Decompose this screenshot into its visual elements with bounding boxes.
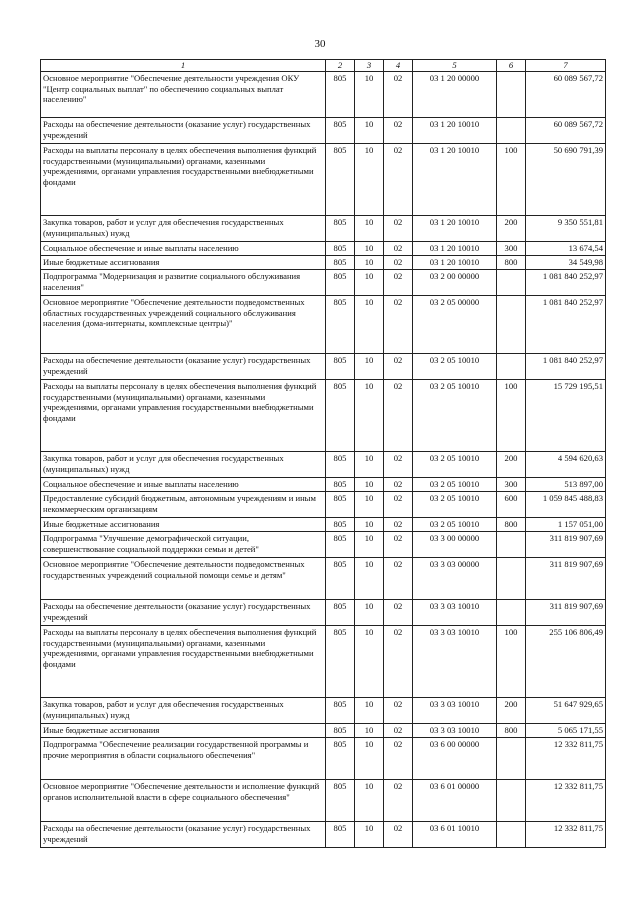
amount: 60 089 567,72: [526, 72, 606, 118]
item-name: Расходы на выплаты персоналу в целях обеспечения выполнения функций государственными (муниципальными) органами, казенными учреждениями, органами управления государственными внебюджетными фондами: [41, 380, 326, 452]
page-number: 30: [314, 38, 326, 50]
section-code: 10: [355, 558, 384, 600]
amount: 12 332 811,75: [526, 822, 606, 848]
section-code: 10: [355, 518, 384, 532]
amount: 50 690 791,39: [526, 144, 606, 216]
subsection-code: 02: [384, 822, 413, 848]
item-name: Расходы на обеспечение деятельности (оказание услуг) государственных учреждений: [41, 354, 326, 380]
ministry-code: 805: [326, 532, 355, 558]
item-name: Основное мероприятие "Обеспечение деятельности и исполнение функций органов исполнительной власти в сфере социального обеспечения": [41, 780, 326, 822]
item-name: Подпрограмма "Улучшение демографической ситуации, совершенствование социальной поддержки семьи и детей": [41, 532, 326, 558]
target-article-code: 03 1 20 10010: [413, 216, 497, 242]
item-name: Основное мероприятие "Обеспечение деятельности подведомственных государственных учреждений социальной помощи семье и детям": [41, 558, 326, 600]
table-row: [41, 780, 606, 822]
column-header: 2: [326, 60, 355, 72]
expense-type-code: 100: [497, 380, 526, 452]
section-code: 10: [355, 532, 384, 558]
subsection-code: 02: [384, 532, 413, 558]
item-name: Социальное обеспечение и иные выплаты населению: [41, 478, 326, 492]
table-row: [41, 478, 606, 492]
expense-type-code: 800: [497, 256, 526, 270]
ministry-code: 805: [326, 216, 355, 242]
subsection-code: 02: [384, 724, 413, 738]
expense-type-code: 100: [497, 626, 526, 698]
target-article-code: 03 3 03 00000: [413, 558, 497, 600]
amount: 1 081 840 252,97: [526, 296, 606, 354]
amount: 15 729 195,51: [526, 380, 606, 452]
subsection-code: 02: [384, 452, 413, 478]
expense-type-code: 200: [497, 216, 526, 242]
ministry-code: 805: [326, 452, 355, 478]
ministry-code: 805: [326, 626, 355, 698]
item-name: Закупка товаров, работ и услуг для обеспечения государственных (муниципальных) нужд: [41, 452, 326, 478]
table-row: [41, 518, 606, 532]
subsection-code: 02: [384, 698, 413, 724]
ministry-code: 805: [326, 296, 355, 354]
column-header: 1: [41, 60, 326, 72]
table-row: [41, 532, 606, 558]
section-code: 10: [355, 242, 384, 256]
table-row: [41, 354, 606, 380]
subsection-code: 02: [384, 216, 413, 242]
item-name: Предоставление субсидий бюджетным, автономным учреждениям и иным некоммерческим организациям: [41, 492, 326, 518]
expense-type-code: 300: [497, 242, 526, 256]
amount: 311 819 907,69: [526, 600, 606, 626]
item-name: Основное мероприятие "Обеспечение деятельности подведомственных областных государственных учреждений социального обслуживания населения (дома-интернаты, комплексные центры)": [41, 296, 326, 354]
table-row: [41, 600, 606, 626]
subsection-code: 02: [384, 380, 413, 452]
table-row: [41, 738, 606, 780]
expense-type-code: 800: [497, 518, 526, 532]
amount: 4 594 620,63: [526, 452, 606, 478]
target-article-code: 03 6 01 10010: [413, 822, 497, 848]
target-article-code: 03 2 05 10010: [413, 518, 497, 532]
ministry-code: 805: [326, 354, 355, 380]
subsection-code: 02: [384, 626, 413, 698]
expense-type-code: [497, 296, 526, 354]
item-name: Подпрограмма "Обеспечение реализации государственной программы и прочие мероприятия в области социального обеспечения": [41, 738, 326, 780]
subsection-code: 02: [384, 270, 413, 296]
expense-type-code: [497, 72, 526, 118]
item-name: Расходы на обеспечение деятельности (оказание услуг) государственных учреждений: [41, 822, 326, 848]
ministry-code: 805: [326, 270, 355, 296]
ministry-code: 805: [326, 72, 355, 118]
subsection-code: 02: [384, 72, 413, 118]
table-row: [41, 270, 606, 296]
ministry-code: 805: [326, 256, 355, 270]
table-row: [41, 558, 606, 600]
amount: 311 819 907,69: [526, 532, 606, 558]
section-code: 10: [355, 698, 384, 724]
table-row: [41, 256, 606, 270]
ministry-code: 805: [326, 600, 355, 626]
target-article-code: 03 2 05 10010: [413, 492, 497, 518]
section-code: 10: [355, 216, 384, 242]
amount: 255 106 806,49: [526, 626, 606, 698]
item-name: Расходы на выплаты персоналу в целях обеспечения выполнения функций государственными (муниципальными) органами, казенными учреждениями, органами управления государственными внебюджетными фондами: [41, 626, 326, 698]
amount: 1 081 840 252,97: [526, 354, 606, 380]
subsection-code: 02: [384, 492, 413, 518]
target-article-code: 03 1 20 10010: [413, 256, 497, 270]
amount: 1 081 840 252,97: [526, 270, 606, 296]
item-name: Иные бюджетные ассигнования: [41, 724, 326, 738]
target-article-code: 03 3 03 10010: [413, 626, 497, 698]
target-article-code: 03 3 03 10010: [413, 698, 497, 724]
column-header: 7: [526, 60, 606, 72]
expense-type-code: 100: [497, 144, 526, 216]
expense-type-code: [497, 600, 526, 626]
target-article-code: 03 1 20 10010: [413, 118, 497, 144]
expense-type-code: 300: [497, 478, 526, 492]
target-article-code: 03 3 03 10010: [413, 600, 497, 626]
header-row: [41, 60, 606, 72]
target-article-code: 03 6 00 00000: [413, 738, 497, 780]
target-article-code: 03 2 05 00000: [413, 296, 497, 354]
section-code: 10: [355, 452, 384, 478]
subsection-code: 02: [384, 478, 413, 492]
ministry-code: 805: [326, 478, 355, 492]
table-row: [41, 626, 606, 698]
subsection-code: 02: [384, 256, 413, 270]
amount: 34 549,98: [526, 256, 606, 270]
item-name: Основное мероприятие "Обеспечение деятельности учреждения ОКУ "Центр социальных выплат" по обеспечению социальных выплат населению": [41, 72, 326, 118]
amount: 9 350 551,81: [526, 216, 606, 242]
table-row: [41, 492, 606, 518]
expense-type-code: [497, 780, 526, 822]
item-name: Расходы на обеспечение деятельности (оказание услуг) государственных учреждений: [41, 118, 326, 144]
ministry-code: 805: [326, 724, 355, 738]
section-code: 10: [355, 354, 384, 380]
section-code: 10: [355, 380, 384, 452]
expense-type-code: 800: [497, 724, 526, 738]
ministry-code: 805: [326, 822, 355, 848]
ministry-code: 805: [326, 242, 355, 256]
amount: 12 332 811,75: [526, 738, 606, 780]
amount: 513 897,00: [526, 478, 606, 492]
amount: 5 065 171,55: [526, 724, 606, 738]
budget-table: [40, 59, 606, 848]
column-header: 6: [497, 60, 526, 72]
item-name: Иные бюджетные ассигнования: [41, 256, 326, 270]
item-name: Закупка товаров, работ и услуг для обеспечения государственных (муниципальных) нужд: [41, 698, 326, 724]
target-article-code: 03 1 20 10010: [413, 144, 497, 216]
table-row: [41, 452, 606, 478]
subsection-code: 02: [384, 738, 413, 780]
subsection-code: 02: [384, 600, 413, 626]
amount: 1 059 845 488,83: [526, 492, 606, 518]
expense-type-code: [497, 118, 526, 144]
table-row: [41, 242, 606, 256]
column-header: 4: [384, 60, 413, 72]
item-name: Иные бюджетные ассигнования: [41, 518, 326, 532]
amount: 311 819 907,69: [526, 558, 606, 600]
table-row: [41, 296, 606, 354]
expense-type-code: [497, 354, 526, 380]
section-code: 10: [355, 780, 384, 822]
section-code: 10: [355, 270, 384, 296]
table-row: [41, 380, 606, 452]
section-code: 10: [355, 724, 384, 738]
target-article-code: 03 2 05 10010: [413, 478, 497, 492]
section-code: 10: [355, 72, 384, 118]
target-article-code: 03 1 20 00000: [413, 72, 497, 118]
ministry-code: 805: [326, 698, 355, 724]
target-article-code: 03 2 05 10010: [413, 452, 497, 478]
subsection-code: 02: [384, 296, 413, 354]
item-name: Расходы на выплаты персоналу в целях обеспечения выполнения функций государственными (муниципальными) органами, казенными учреждениями, органами управления государственными внебюджетными фондами: [41, 144, 326, 216]
ministry-code: 805: [326, 518, 355, 532]
ministry-code: 805: [326, 738, 355, 780]
amount: 12 332 811,75: [526, 780, 606, 822]
section-code: 10: [355, 738, 384, 780]
section-code: 10: [355, 626, 384, 698]
subsection-code: 02: [384, 144, 413, 216]
subsection-code: 02: [384, 518, 413, 532]
expense-type-code: [497, 558, 526, 600]
subsection-code: 02: [384, 118, 413, 144]
table-row: [41, 724, 606, 738]
target-article-code: 03 3 03 10010: [413, 724, 497, 738]
ministry-code: 805: [326, 558, 355, 600]
target-article-code: 03 2 05 10010: [413, 354, 497, 380]
item-name: Социальное обеспечение и иные выплаты населению: [41, 242, 326, 256]
table-row: [41, 698, 606, 724]
amount: 13 674,54: [526, 242, 606, 256]
amount: 60 089 567,72: [526, 118, 606, 144]
target-article-code: 03 3 00 00000: [413, 532, 497, 558]
ministry-code: 805: [326, 492, 355, 518]
expense-type-code: 200: [497, 698, 526, 724]
expense-type-code: [497, 822, 526, 848]
table-row: [41, 118, 606, 144]
column-header: 5: [413, 60, 497, 72]
expense-type-code: 200: [497, 452, 526, 478]
subsection-code: 02: [384, 780, 413, 822]
expense-type-code: [497, 270, 526, 296]
subsection-code: 02: [384, 242, 413, 256]
table-row: [41, 216, 606, 242]
section-code: 10: [355, 296, 384, 354]
section-code: 10: [355, 600, 384, 626]
subsection-code: 02: [384, 354, 413, 380]
table-row: [41, 72, 606, 118]
ministry-code: 805: [326, 780, 355, 822]
target-article-code: 03 6 01 00000: [413, 780, 497, 822]
section-code: 10: [355, 144, 384, 216]
target-article-code: 03 2 05 10010: [413, 380, 497, 452]
section-code: 10: [355, 822, 384, 848]
amount: 1 157 051,00: [526, 518, 606, 532]
expense-type-code: [497, 532, 526, 558]
item-name: Расходы на обеспечение деятельности (оказание услуг) государственных учреждений: [41, 600, 326, 626]
amount: 51 647 929,65: [526, 698, 606, 724]
target-article-code: 03 2 00 00000: [413, 270, 497, 296]
table-row: [41, 144, 606, 216]
subsection-code: 02: [384, 558, 413, 600]
ministry-code: 805: [326, 118, 355, 144]
section-code: 10: [355, 256, 384, 270]
table-row: [41, 822, 606, 848]
expense-type-code: 600: [497, 492, 526, 518]
target-article-code: 03 1 20 10010: [413, 242, 497, 256]
item-name: Закупка товаров, работ и услуг для обеспечения государственных (муниципальных) нужд: [41, 216, 326, 242]
ministry-code: 805: [326, 380, 355, 452]
column-header: 3: [355, 60, 384, 72]
section-code: 10: [355, 492, 384, 518]
ministry-code: 805: [326, 144, 355, 216]
section-code: 10: [355, 118, 384, 144]
section-code: 10: [355, 478, 384, 492]
expense-type-code: [497, 738, 526, 780]
item-name: Подпрограмма "Модернизация и развитие социального обслуживания населения": [41, 270, 326, 296]
